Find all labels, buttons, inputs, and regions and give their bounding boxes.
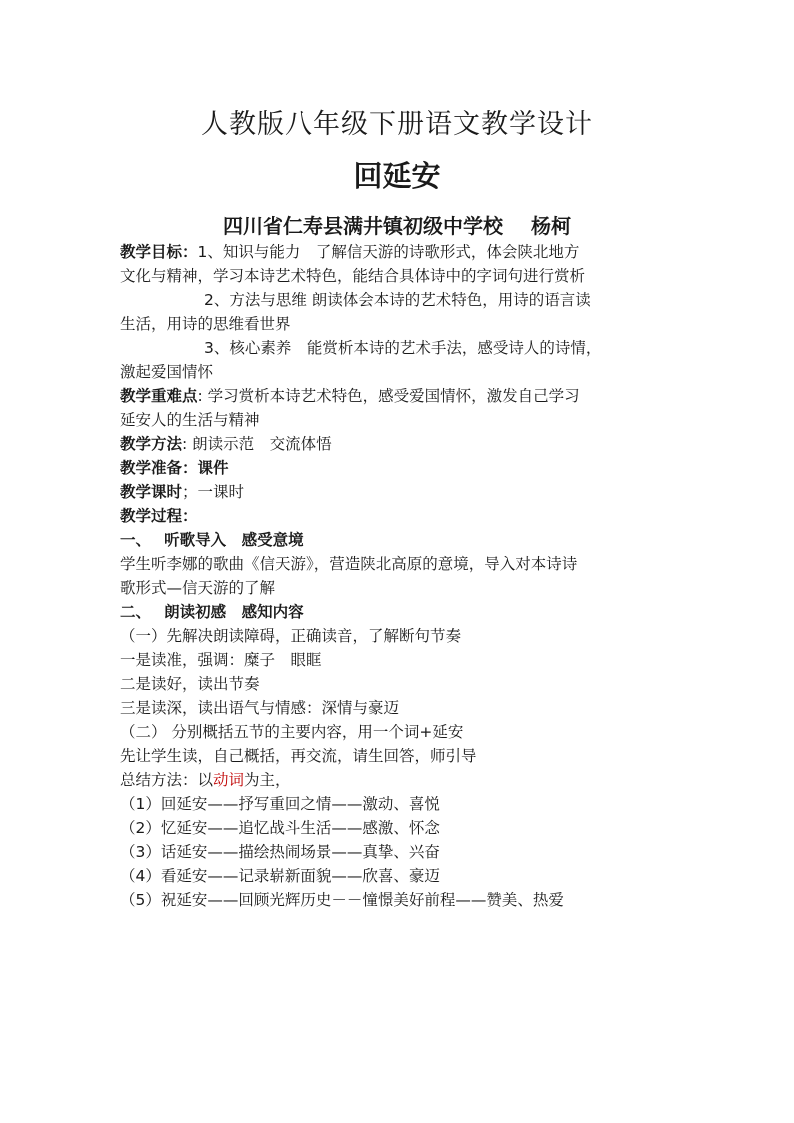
summary-item: （2）忆延安——追忆战斗生活——感激、怀念 [120, 819, 440, 837]
method-line [120, 432, 680, 456]
section-1-para-1: 学生听李娜的歌曲《信天游》，营造陕北高原的意境，导入对本诗诗 [120, 555, 578, 573]
goals-line-6: 激起爱国情怀 [120, 363, 214, 381]
school-author-line [0, 210, 794, 239]
author-name: 杨柯 [531, 214, 571, 238]
key-line-1 [120, 384, 680, 408]
process-label: 教学过程： [120, 507, 198, 525]
reading-step-2: 二是读好，读出节奏 [120, 675, 260, 693]
hours-text: ；一课时 [182, 483, 245, 501]
summary-item: （3）话延安——描绘热闹场景——真挚、兴奋 [120, 843, 440, 861]
key-text: : 学习赏析本诗艺术特色，感受爱国情怀，激发自己学习 [197, 387, 580, 405]
reading-step-1: 一是读准，强调：糜子 眼眶 [120, 651, 322, 669]
summary-line [120, 768, 680, 792]
method-label: 教学方法 [120, 435, 183, 453]
summary-pre: 总结方法：以 [120, 771, 214, 789]
lesson-title: 回延安 [353, 159, 441, 193]
section-1-heading: 一、 听歌导入 感受意境 [120, 531, 304, 549]
school-name: 四川省仁寿县满井镇初级中学校 [223, 214, 503, 238]
section-2-sub-2: （二） 分别概括五节的主要内容，用一个词+延安 [120, 723, 464, 741]
prep-line: 教学准备：课件 [120, 459, 229, 477]
method-text: : 朗读示范 交流体悟 [182, 435, 332, 453]
hours-line [120, 480, 680, 504]
summary-item: （1）回延安——抒写重回之情——激动、喜悦 [120, 795, 440, 813]
section-2-step: 先让学生读，自己概括，再交流，请生回答，师引导 [120, 747, 477, 765]
summary-highlight: 动词 [213, 771, 245, 789]
summary-item: （5）祝延安——回顾光辉历史－－憧憬美好前程——赞美、热爱 [120, 891, 564, 909]
section-2-heading: 二、 朗读初感 感知内容 [120, 603, 304, 621]
goals-line-2: 文化与精神，学习本诗艺术特色，能结合具体诗中的字词句进行赏析 [120, 267, 586, 285]
hours-label: 教学课时 [120, 483, 183, 501]
section-1-para-2: 歌形式—信天游的了解 [120, 579, 276, 597]
goals-label: 教学目标： [120, 243, 198, 261]
goals-line-1 [120, 240, 680, 264]
goals-line-3: 2、方法与思维 朗读体会本诗的艺术特色，用诗的语言读 [204, 291, 591, 309]
key-label: 教学重难点 [120, 387, 198, 405]
goals-line-4: 生活，用诗的思维看世界 [120, 315, 291, 333]
goal-1-text: 1、知识与能力 了解信天游的诗歌形式，体会陕北地方 [197, 243, 580, 261]
summary-item: （4）看延安——记录崭新面貌——欣喜、豪迈 [120, 867, 440, 885]
summary-post: 为主， [244, 771, 291, 789]
section-2-sub-1: （一）先解决朗读障碍，正确读音，了解断句节奏 [120, 627, 462, 645]
key-line-2: 延安人的生活与精神 [120, 411, 260, 429]
goals-line-5: 3、核心素养 能赏析本诗的艺术手法，感受诗人的诗情， [204, 339, 602, 357]
document-body [120, 240, 680, 912]
doc-title: 人教版八年级下册语文教学设计 [201, 109, 593, 140]
reading-step-3: 三是读深，读出语气与情感：深情与豪迈 [120, 699, 400, 717]
